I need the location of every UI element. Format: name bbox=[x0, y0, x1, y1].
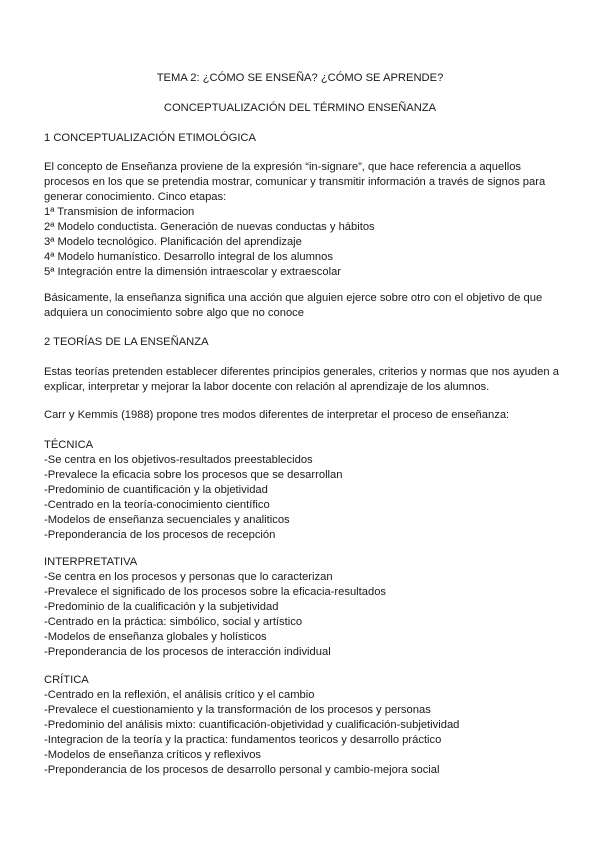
model-tecnica bbox=[44, 438, 564, 543]
model-item: -Se centra en los procesos y personas que lo caracterizan bbox=[44, 571, 333, 583]
stage-item: 2ª Modelo conductista. Generación de nuevas conductas y hábitos bbox=[44, 221, 375, 233]
model-item: -Centrado en la práctica: simbólico, social y artístico bbox=[44, 616, 303, 628]
model-interpretativa bbox=[44, 555, 564, 660]
carr-kemmis-line: Carr y Kemmis (1988) propone tres modos diferentes de interpretar el proceso de enseñanza: bbox=[44, 409, 510, 421]
model-heading: INTERPRETATIVA bbox=[44, 556, 138, 568]
model-item: -Preponderancia de los procesos de recepción bbox=[44, 529, 276, 541]
model-item: -Modelos de enseñanza críticos y reflexivos bbox=[44, 749, 262, 761]
model-item: -Preponderancia de los procesos de desarrollo personal y cambio-mejora social bbox=[44, 764, 440, 776]
model-item: -Integracion de la teoría y la practica: fundamentos teoricos y desarrollo práctico bbox=[44, 734, 442, 746]
model-item: -Centrado en la teoría-conocimiento científico bbox=[44, 499, 270, 511]
section-1-summary bbox=[44, 291, 564, 321]
model-heading: CRÍTICA bbox=[44, 674, 89, 686]
section-1-intro bbox=[44, 160, 564, 280]
model-item: -Prevalece la eficacia sobre los procesos que se desarrollan bbox=[44, 469, 343, 481]
document-title: TEMA 2: ¿CÓMO SE ENSEÑA? ¿CÓMO SE APRENDE? bbox=[156, 72, 444, 84]
stage-item: 5ª Integración entre la dimensión intraescolar y extraescolar bbox=[44, 266, 342, 278]
model-item: -Se centra en los objetivos-resultados preestablecidos bbox=[44, 454, 313, 466]
model-heading: TÉCNICA bbox=[44, 439, 94, 451]
stage-item: 3ª Modelo tecnológico. Planificación del aprendizaje bbox=[44, 236, 302, 248]
model-critica bbox=[44, 673, 564, 778]
paragraph-line: adquiera un conocimiento sobre algo que no conoce bbox=[44, 307, 304, 319]
model-item: -Predominio de cuantificación y la objetividad bbox=[44, 484, 268, 496]
model-item: -Preponderancia de los procesos de interacción individual bbox=[44, 646, 331, 658]
model-item: -Centrado en la reflexión, el análisis crítico y el cambio bbox=[44, 689, 315, 701]
paragraph-line: Básicamente, la enseñanza significa una acción que alguien ejerce sobre otro con el objetivo de que bbox=[44, 292, 543, 304]
section-2-heading: 2 TEORÍAS DE LA ENSEÑANZA bbox=[44, 336, 209, 348]
model-item: -Modelos de enseñanza globales y holísticos bbox=[44, 631, 267, 643]
stage-item: 1ª Transmision de informacion bbox=[44, 206, 195, 218]
paragraph-line: Estas teorías pretenden establecer diferentes principios generales, criterios y normas que nos ayuden a bbox=[44, 366, 559, 378]
model-item: -Predominio de la cualificación y la subjetividad bbox=[44, 601, 279, 613]
paragraph-line: explicar, interpretar y mejorar la labor docente con relación al aprendizaje de los alumnos. bbox=[44, 381, 490, 393]
model-item: -Prevalece el significado de los procesos sobre la eficacia-resultados bbox=[44, 586, 387, 598]
stage-item: 4ª Modelo humanístico. Desarrollo integral de los alumnos bbox=[44, 251, 333, 263]
section-1-heading: 1 CONCEPTUALIZACIÓN ETIMOLÓGICA bbox=[44, 132, 256, 144]
paragraph-line: procesos en los que se pretendia mostrar, comunicar y transmitir información a través de signos para bbox=[44, 176, 546, 188]
paragraph-line: generar conocimiento. Cinco etapas: bbox=[44, 191, 227, 203]
section-2-intro bbox=[44, 365, 564, 395]
paragraph-line: El concepto de Enseñanza proviene de la expresión “in-signare”, que hace referencia a aquellos bbox=[44, 161, 522, 173]
model-item: -Predominio del análisis mixto: cuantificación-objetividad y cualificación-subjetividad bbox=[44, 719, 460, 731]
model-item: -Prevalece el cuestionamiento y la transformación de los procesos y personas bbox=[44, 704, 431, 716]
document-subtitle: CONCEPTUALIZACIÓN DEL TÉRMINO ENSEÑANZA bbox=[163, 102, 437, 114]
model-item: -Modelos de enseñanza secuenciales y analiticos bbox=[44, 514, 290, 526]
